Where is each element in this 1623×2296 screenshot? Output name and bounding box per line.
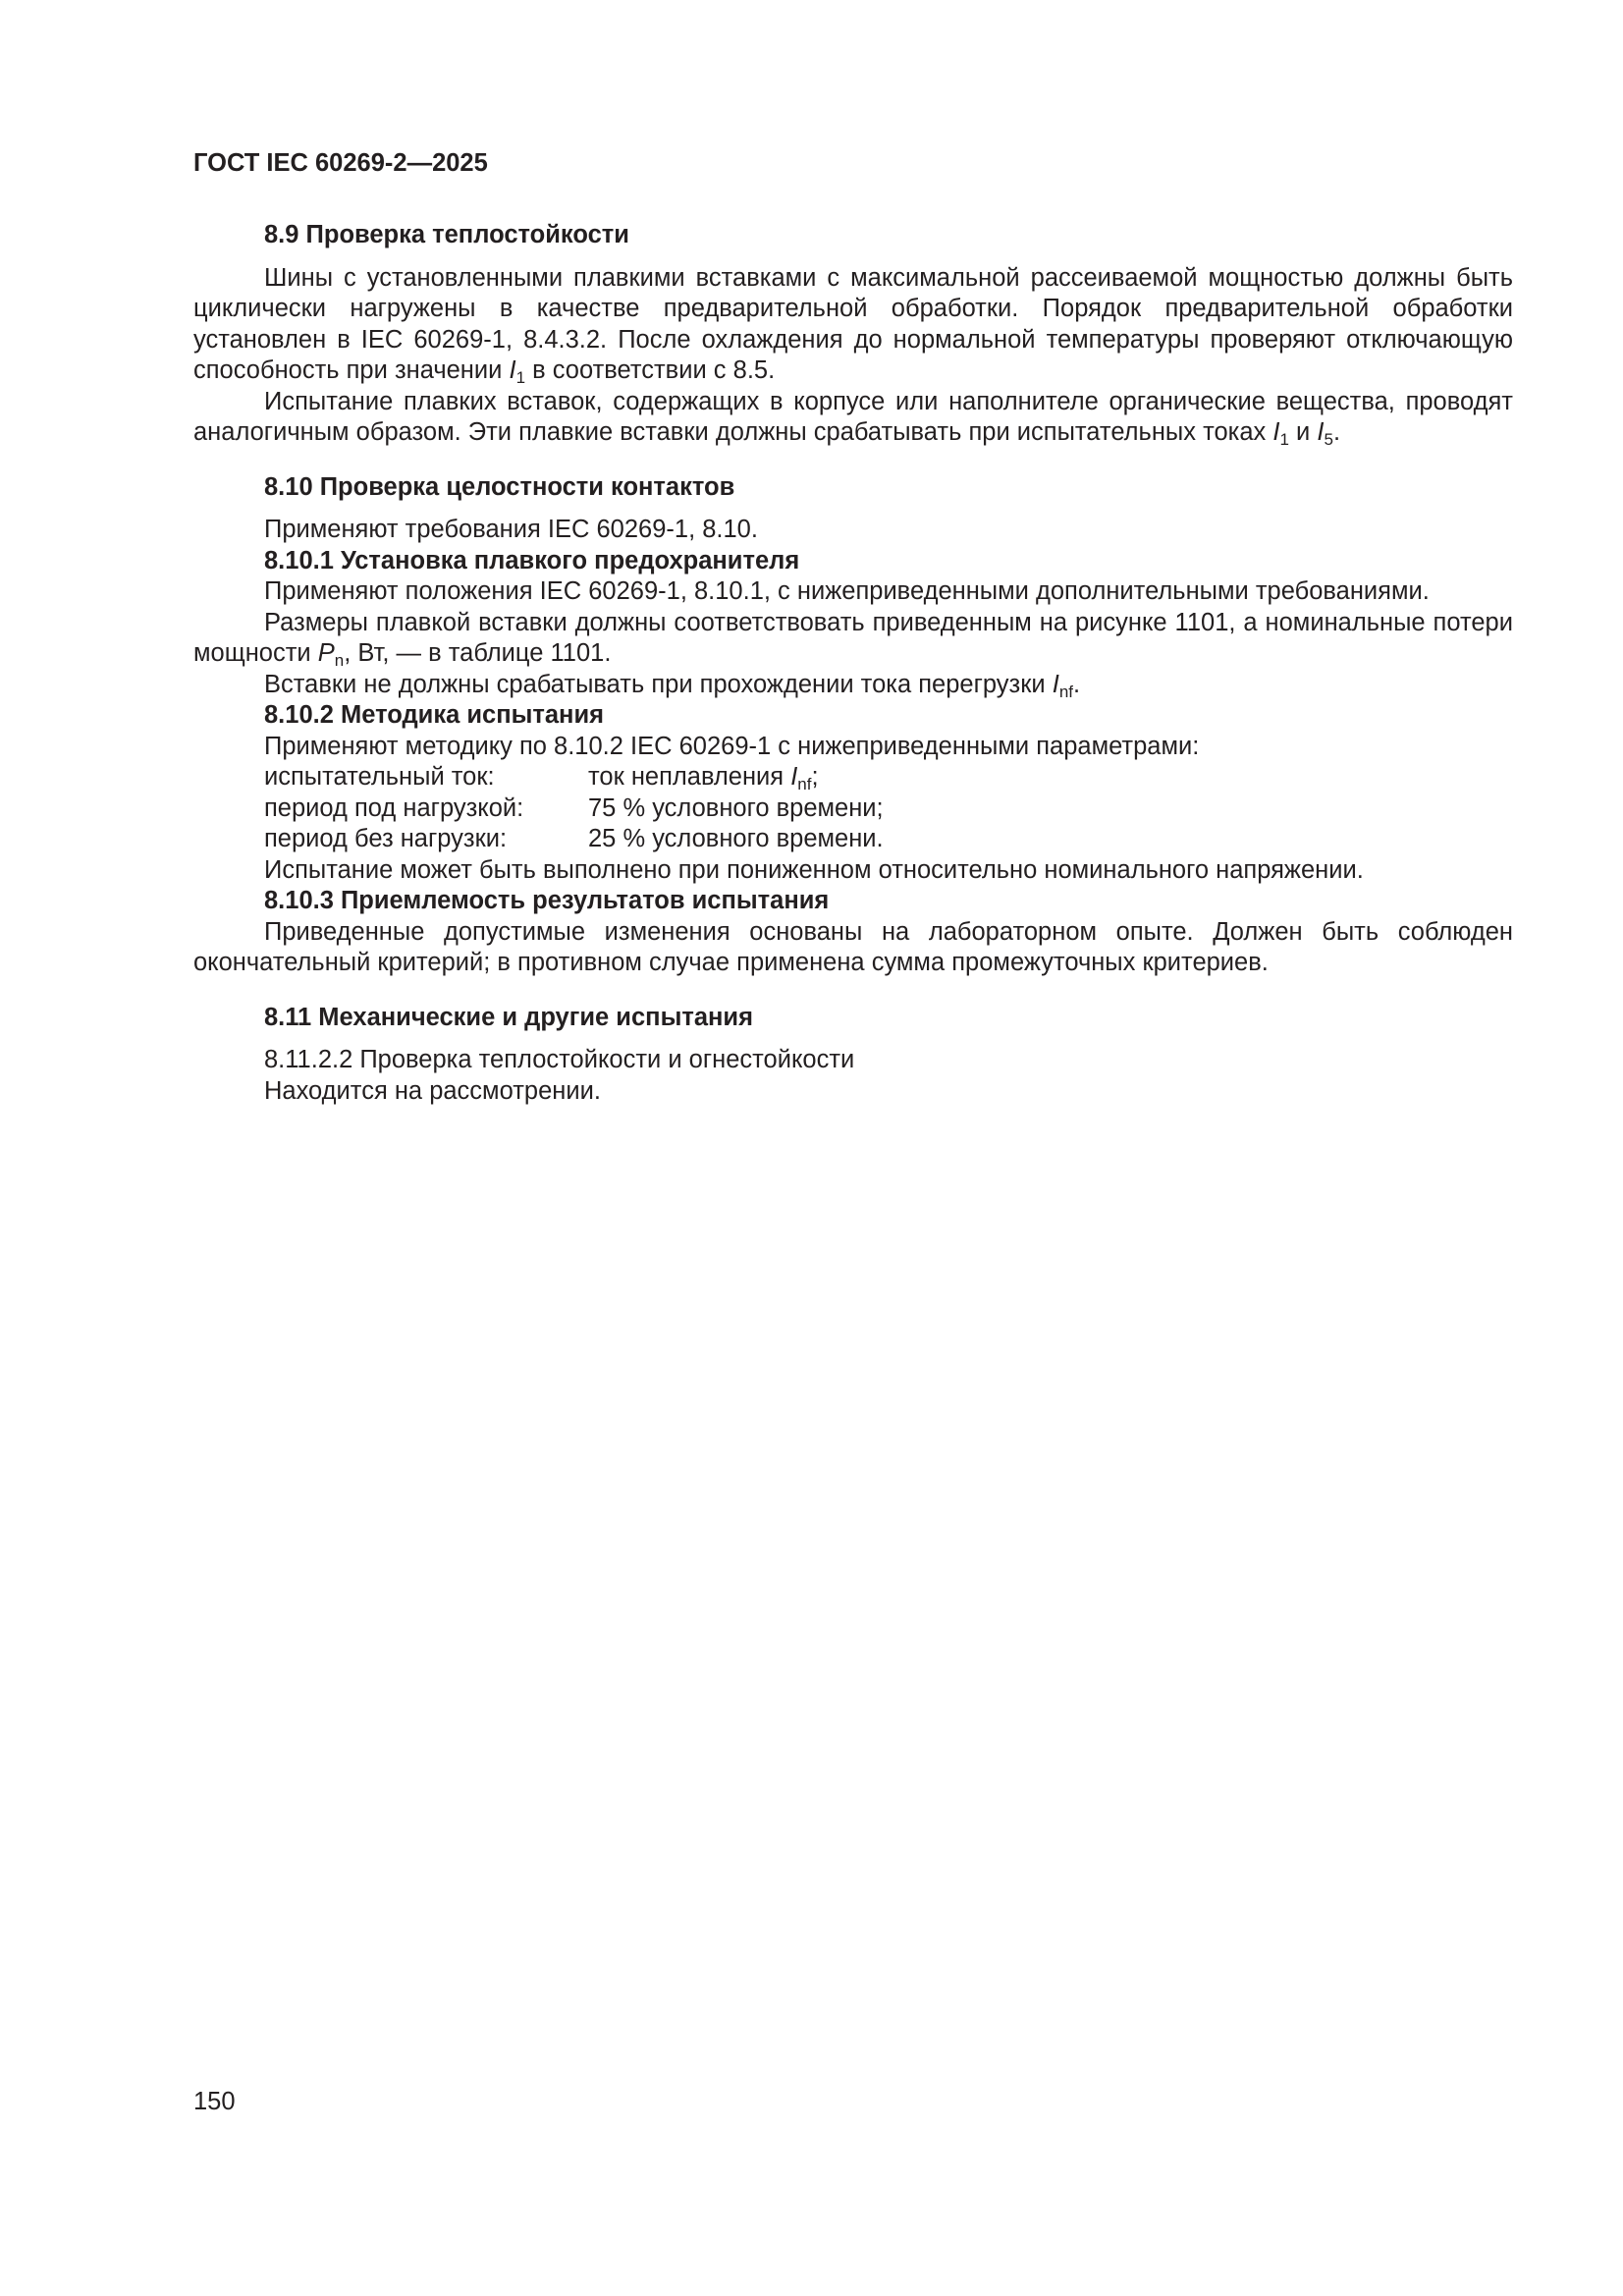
section-8-11-status-line: Находится на рассмотрении. — [264, 1076, 601, 1105]
test-parameter-key: период под нагрузкой: — [264, 793, 524, 822]
test-parameter-row — [193, 824, 1513, 855]
section-8-10-1-paragraph-2: Размеры плавкой вставки должны соответствовать приведенным на рисунке 1101, а номинальные потери мощности $P_n$, Вт, — в таблице 1101. — [193, 608, 1513, 670]
section-8-10-1-paragraph-1: Применяют положения IEC 60269-1, 8.10.1, с нижеприведенными дополнительными требованиями. — [264, 577, 1430, 605]
test-parameter-value: 25 % условного времени. — [588, 825, 884, 852]
document-page — [193, 147, 1513, 1107]
test-parameter-value: ток неплавления $I_{nf}$; — [588, 763, 819, 793]
section-8-10-1-title: 8.10.1 Установка плавкого предохранителя — [264, 546, 800, 574]
test-parameter-row — [193, 762, 1513, 793]
test-parameter-row — [193, 793, 1513, 825]
page-number: 150 — [193, 2088, 236, 2115]
section-8-10-2-paragraph-1: Применяют методику по 8.10.2 IEC 60269-1 с нижеприведенными параметрами: — [264, 732, 1200, 760]
section-8-10-2-title: 8.10.2 Методика испытания — [264, 701, 605, 729]
section-8-9-paragraph-1: Шины с установленными плавкими вставками с максимальной рассеиваемой мощностью должны быть циклически нагружены в качестве предварительной обработки. Порядок предварительной обработки установлен в IEC 60269-1, 8.4.3.2. После охлаждения до нормальной температуры проверяют отключающую способность при значении $I_1$ в соответствии с 8.5. — [193, 263, 1513, 387]
section-8-10-title: 8.10 Проверка целостности контактов — [264, 472, 735, 501]
section-8-11-title: 8.11 Механические и другие испытания — [264, 1003, 753, 1031]
section-8-10-3-title: 8.10.3 Приемлемость результатов испытания — [264, 887, 830, 914]
section-8-10-3-paragraph: Приведенные допустимые изменения основаны на лабораторном опыте. Должен быть соблюден окончательный критерий; в противном случае применена сумма промежуточных критериев. — [193, 917, 1513, 976]
document-header: ГОСТ IEC 60269-2—2025 — [193, 149, 488, 177]
section-8-10-1-paragraph-3: Вставки не должны срабатывать при прохождении тока перегрузки $I_{nf}$. — [264, 670, 1081, 701]
test-parameter-value: 75 % условного времени; — [588, 793, 884, 822]
section-8-9-paragraph-2: Испытание плавких вставок, содержащих в корпусе или наполнителе органические вещества, проводят аналогичным образом. Эти плавкие вставки должны срабатывать при испытательных токах $I_1$ и $I_5$. — [193, 387, 1513, 449]
section-8-10-paragraph: Применяют требования IEC 60269-1, 8.10. — [264, 516, 758, 543]
section-8-10-2-paragraph-2: Испытание может быть выполнено при пониженном относительно номинального напряжении. — [264, 855, 1364, 884]
test-parameter-key: испытательный ток: — [264, 763, 495, 791]
section-8-9-title: 8.9 Проверка теплостойкости — [264, 221, 629, 248]
section-8-11-2-2-line: 8.11.2.2 Проверка теплостойкости и огнестойкости — [264, 1046, 855, 1073]
test-parameter-key: период без нагрузки: — [264, 825, 508, 852]
